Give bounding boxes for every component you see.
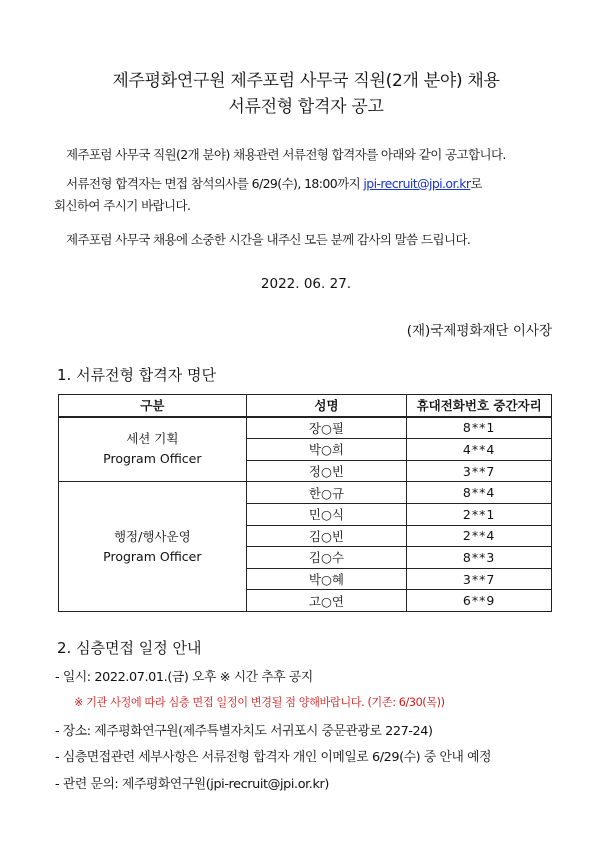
section-2-heading: 2. 심층면접 일정 안내 bbox=[57, 639, 202, 657]
recruit-email-link[interactable]: jpi-recruit@jpi.or.kr bbox=[363, 176, 471, 191]
intro-paragraph-2-line2: 회신하여 주시기 바랍니다. bbox=[54, 198, 191, 213]
candidate-name: 고○연 bbox=[246, 590, 407, 612]
candidate-name: 김○빈 bbox=[246, 525, 407, 547]
column-header-name: 성명 bbox=[246, 395, 407, 417]
intro-paragraph-2 bbox=[66, 174, 571, 192]
category-label: 세션 기획 bbox=[126, 431, 179, 447]
intro-paragraph-2-suffix: 로 bbox=[470, 176, 482, 191]
table-header-row bbox=[59, 395, 552, 417]
candidate-phone: 8**1 bbox=[407, 417, 552, 439]
candidate-name: 장○필 bbox=[246, 417, 407, 439]
interview-details: - 심층면접관련 세부사항은 서류전형 합격자 개인 이메일로 6/29(수) 중 안내 예정 bbox=[55, 750, 492, 765]
column-header-category: 구분 bbox=[59, 395, 247, 417]
interview-location: - 장소: 제주평화연구원(제주특별자치도 서귀포시 중문관광로 227-24) bbox=[55, 724, 433, 739]
document-title-line1: 제주평화연구원 제주포럼 사무국 직원(2개 분야) 채용 bbox=[112, 71, 500, 91]
interview-schedule: - 일시: 2022.07.01.(금) 오후 ※ 시간 추후 공지 bbox=[55, 670, 313, 685]
intro-paragraph-2-text: 서류전형 합격자는 면접 참석의사를 6/29(수), 18:00까지 bbox=[66, 176, 364, 191]
candidate-name: 민○식 bbox=[246, 503, 407, 525]
candidate-phone: 3**7 bbox=[407, 460, 552, 482]
candidate-name: 박○희 bbox=[246, 439, 407, 461]
category-cell-admin-events bbox=[59, 482, 247, 612]
document-title-line2: 서류전형 합격자 공고 bbox=[228, 97, 384, 117]
candidate-phone: 4**4 bbox=[407, 439, 552, 461]
intro-paragraph-1: 제주포럼 사무국 직원(2개 분야) 채용관련 서류전형 합격자를 아래와 같이 공고합니다. bbox=[66, 147, 506, 162]
candidate-name: 박○혜 bbox=[246, 568, 407, 590]
candidate-phone: 2**1 bbox=[407, 503, 552, 525]
candidate-phone: 8**4 bbox=[407, 482, 552, 504]
category-label: 행정/행사운영 bbox=[113, 528, 191, 544]
section-1-heading: 1. 서류전형 합격자 명단 bbox=[57, 366, 217, 384]
table-row bbox=[59, 482, 552, 504]
table-row bbox=[59, 417, 552, 439]
column-header-phone: 휴대전화번호 중간자리 bbox=[407, 395, 552, 417]
candidate-name: 김○수 bbox=[246, 547, 407, 569]
candidate-phone: 2**4 bbox=[407, 525, 552, 547]
category-cell-session-planning bbox=[59, 417, 247, 482]
candidate-name: 한○규 bbox=[246, 482, 407, 504]
issuer-name: (재)국제평화재단 이사장 bbox=[406, 323, 552, 339]
intro-paragraph-3: 제주포럼 사무국 채용에 소중한 시간을 내주신 모든 분께 감사의 말씀 드립니다. bbox=[66, 232, 471, 247]
schedule-change-notice: ※ 기관 사정에 따라 심층 면접 일정이 변경될 점 양해바랍니다. (기존: 6/30(목)) bbox=[74, 696, 445, 709]
candidate-phone: 3**7 bbox=[407, 568, 552, 590]
category-role: Program Officer bbox=[103, 451, 202, 467]
category-role: Program Officer bbox=[103, 548, 202, 564]
candidate-name: 정○빈 bbox=[246, 460, 407, 482]
passed-candidates-table bbox=[58, 394, 552, 612]
announcement-date: 2022. 06. 27. bbox=[260, 276, 352, 292]
candidate-phone: 8**3 bbox=[407, 547, 552, 569]
candidate-phone: 6**9 bbox=[407, 590, 552, 612]
contact-info: - 관련 문의: 제주평화연구원(jpi-recruit@jpi.or.kr) bbox=[55, 777, 329, 792]
